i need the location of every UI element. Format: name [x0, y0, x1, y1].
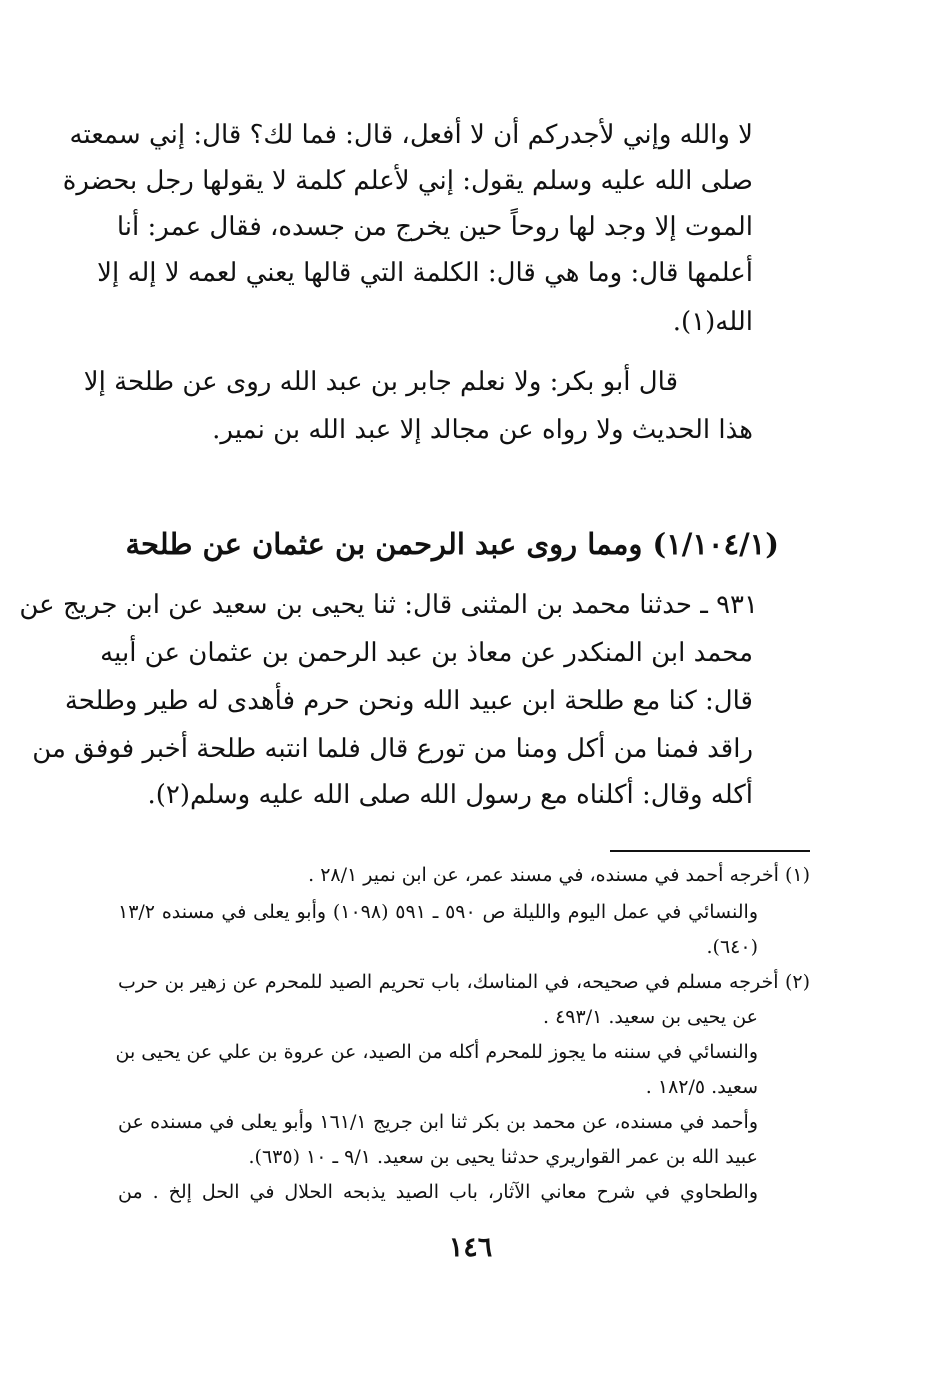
- body-line: الموت إلا وجد لها روحاً حين يخرج من جسده، فقال عمر: أنا: [116, 212, 753, 242]
- body-line: لا والله وإني لأجدركم أن لا أفعل، قال: فما لك؟ قال: إني سمعته: [69, 120, 753, 150]
- footnote-line: والنسائي في سننه ما يجوز للمحرم أكله من الصيد، عن عروة بن علي عن يحيى بن: [115, 1041, 758, 1063]
- hadith-line: راقد فمنا من أكل ومنا من تورع قال فلما انتبه طلحة أخبر فوفق من: [32, 734, 753, 764]
- page-number: ١٤٦: [448, 1232, 493, 1263]
- hadith-line: قال: كنا مع طلحة ابن عبيد الله ونحن حرم فأهدى له طير وطلحة: [64, 686, 753, 716]
- body-line: أعلمها قال: وما هي قال: الكلمة التي قالها يعني لعمه لا إله إلا: [97, 258, 753, 288]
- footnote-line: (١) أخرجه أحمد في مسنده، في مسند عمر، عن ابن نمير ٢٨/١ .: [308, 864, 810, 886]
- footnote-line: عن يحيى بن سعيد. ٤٩٣/١ .: [543, 1006, 758, 1028]
- footnote-line: والنسائي في عمل اليوم والليلة ص ٥٩٠ ـ ٥٩١ (١٠٩٨) وأبو يعلى في مسنده ١٣/٢: [118, 901, 758, 923]
- commentary-line: قال أبو بكر: ولا نعلم جابر بن عبد الله روى عن طلحة إلا: [83, 367, 678, 397]
- hadith-line: أكله وقال: أكلناه مع رسول الله صلى الله عليه وسلم(٢).: [147, 780, 753, 810]
- section-heading: (١/١٠٤/١) ومما روى عبد الرحمن بن عثمان عن طلحة: [125, 527, 779, 561]
- footnote-line: والطحاوي في شرح معاني الآثار، باب الصيد يذبحه الحلال في الحل إلخ . من: [118, 1181, 758, 1203]
- body-line: الله(١).: [672, 307, 753, 337]
- hadith-line: [19, 585, 758, 625]
- hadith-line: محمد ابن المنكدر عن معاذ بن عبد الرحمن بن عثمان عن أبيه: [100, 638, 753, 668]
- commentary-line: هذا الحديث ولا رواه عن مجالد إلا عبد الله بن نمير.: [212, 415, 753, 445]
- footnote-line: عبيد الله بن عمر القواريري حدثنا يحيى بن سعيد. ٩/١ ـ ١٠ (٦٣٥).: [248, 1146, 758, 1168]
- footnote-line: (٦٤٠).: [706, 936, 758, 958]
- body-line: صلى الله عليه وسلم يقول: إني لأعلم كلمة لا يقولها رجل بحضرة: [62, 166, 753, 196]
- footnote-line: وأحمد في مسنده، عن محمد بن بكر ثنا ابن جريج ١٦١/١ وأبو يعلى في مسنده عن: [118, 1111, 758, 1133]
- hadith-number: ٩٣١ ـ: [700, 590, 758, 620]
- footnote-rule: [610, 850, 810, 852]
- footnote-line: (٢) أخرجه مسلم في صحيحه، في المناسك، باب تحريم الصيد للمحرم عن زهير بن حرب: [118, 971, 810, 993]
- hadith-text: حدثنا محمد بن المثنى قال: ثنا يحيى بن سعيد عن ابن جريج عن: [19, 590, 692, 620]
- footnote-line: سعيد. ١٨٢/٥ .: [645, 1076, 758, 1098]
